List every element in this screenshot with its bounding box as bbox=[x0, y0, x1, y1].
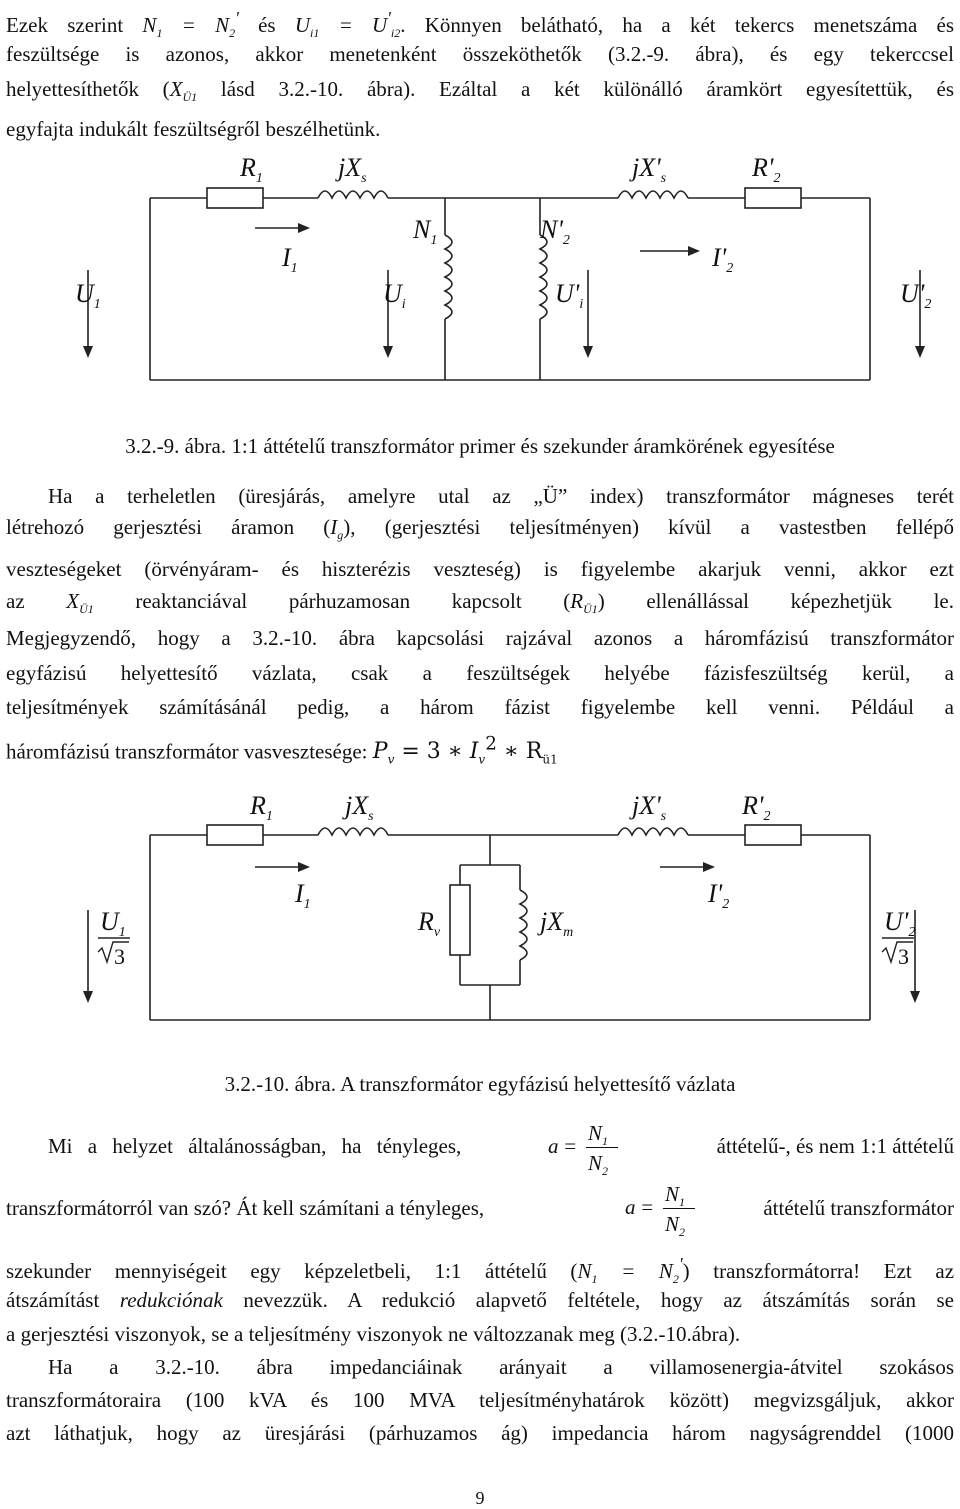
svg-text:R'2: $R'_2$ bbox=[752, 153, 781, 186]
figure-3-2-9-circuit bbox=[0, 140, 960, 415]
arrow-u2-icon bbox=[915, 346, 925, 358]
x-u1: $X_{Ü1}$ bbox=[169, 77, 198, 105]
para1-line3: helyettesíthetők ($X_{Ü1}$ lásd 3.2.-10. ábra). Ezáltal a két különálló áramkört egyesítettük, és bbox=[6, 77, 954, 105]
resistor-r1 bbox=[207, 188, 263, 208]
svg-text:jX's: $jX'_s$ bbox=[632, 791, 667, 824]
svg-text:U1: $U_1$ bbox=[75, 279, 101, 312]
arrow-i2-icon bbox=[703, 862, 715, 872]
arrow-u2-icon bbox=[910, 991, 920, 1003]
inductor-xs1 bbox=[318, 828, 388, 835]
svg-text:3: 3 bbox=[898, 944, 909, 969]
para3-line2-b: áttételű transzformátor bbox=[763, 1196, 954, 1220]
eq-n1-n2: $N_1 = N_2'$ bbox=[577, 1254, 683, 1287]
x-u1: $X_{Ü1}$ bbox=[66, 589, 94, 617]
svg-text:U'2: $U'_2$ bbox=[884, 907, 916, 940]
figure-3-2-10-circuit bbox=[0, 780, 960, 1060]
coil-n1 bbox=[445, 235, 452, 319]
formula-vasveszteseg: $P_v = 3$ ∗ $I_v^2$ ∗ $R_{ü1}$ bbox=[372, 734, 558, 767]
svg-text:Rv: $R_v$ bbox=[418, 907, 441, 940]
coil-n2 bbox=[540, 235, 547, 319]
para3-line6: Ha a 3.2.-10. ábra impedanciáinak arányait a villamosenergia-átvitel szokásos bbox=[48, 1355, 954, 1379]
para3-line5: a gerjesztési viszonyok, se a teljesítmény viszonyok ne változzanak meg (3.2.-10.ábra). bbox=[6, 1322, 741, 1346]
figure-3-2-10-caption: 3.2.-10. ábra. A transzformátor egyfázisú helyettesítő vázlata bbox=[224, 1072, 736, 1096]
para2-line8: háromfázisú transzformátor vasvesztesége: $P_v = 3$ ∗ $I_v^2$ ∗ $R_{ü1}$ bbox=[6, 734, 558, 767]
inductor-xm bbox=[520, 890, 527, 960]
svg-text:R1: $R_1$ bbox=[250, 791, 273, 824]
arrow-u1-icon bbox=[83, 991, 93, 1003]
resistor-r2 bbox=[745, 825, 801, 845]
resistor-r1 bbox=[207, 825, 263, 845]
svg-text:U'i: $U'_i$ bbox=[555, 279, 584, 312]
para3-line8: azt láthatjuk, hogy az üresjárási (párhuzamos ág) impedancia három nagyságrenddel (1000 bbox=[6, 1421, 954, 1445]
svg-text:U'2: $U'_2$ bbox=[900, 279, 932, 312]
text: . Könnyen belátható, ha a két tekercs menetszáma és bbox=[400, 13, 955, 37]
para2-line5: Megjegyzendő, hogy a 3.2.-10. ábra kapcsolási rajzával azonos a háromfázisú transzformátor bbox=[6, 626, 954, 650]
eq-n1-n2: $N_1 = N_2'$ bbox=[142, 8, 239, 41]
svg-text:N'2: $N'_2$ bbox=[540, 215, 570, 248]
svg-text:3: 3 bbox=[114, 944, 125, 969]
svg-text:I'2: $I'_2$ bbox=[708, 879, 730, 912]
inductor-xs2 bbox=[618, 828, 688, 835]
svg-text:jXm: $jX_m$ bbox=[540, 907, 574, 940]
para1-line4: egyfajta indukált feszültségről beszélhetünk. bbox=[6, 117, 381, 141]
arrow-u1-icon bbox=[83, 346, 93, 358]
arrow-ui1-icon bbox=[383, 346, 393, 358]
svg-text:jX's: $jX'_s$ bbox=[632, 153, 667, 186]
arrow-ui2-icon bbox=[583, 346, 593, 358]
para2-line4: az $X_{Ü1}$ reaktanciával párhuzamosan kapcsolt $(R_{Ü1})$ ellenállással képezhetjük le. bbox=[6, 589, 955, 617]
resistor-rv bbox=[450, 885, 470, 955]
svg-text:Ui: $U_i$ bbox=[383, 279, 406, 312]
svg-text:I1: $I_1$ bbox=[295, 879, 311, 912]
svg-text:U1: $U_1$ bbox=[100, 907, 126, 940]
para2-line1: Ha a terheletlen (üresjárás, amelyre utal az „Ü” index) transzformátor mágneses terét bbox=[48, 484, 954, 508]
arrow-i1-icon bbox=[298, 862, 310, 872]
r-u1: $R_{Ü1}$ bbox=[570, 589, 598, 617]
arrow-i2-icon bbox=[688, 246, 700, 256]
svg-text:jXs: $jX_s$ bbox=[338, 153, 367, 186]
para3-line1-b: áttételű-, és nem 1:1 áttételű bbox=[716, 1134, 954, 1158]
svg-text:I1: $I_1$ bbox=[282, 243, 298, 276]
text: Ezek szerint bbox=[6, 13, 124, 37]
arrow-i1-icon bbox=[298, 223, 310, 233]
para1-line2: feszültsége is azonos, akkor menetenként összeköthetők (3.2.-9. ábra), és egy tekerccsel bbox=[6, 42, 954, 66]
para3-line1: Mi a helyzet általánosságban, ha tényleges, bbox=[48, 1134, 462, 1158]
svg-text:R'2: $R'_2$ bbox=[742, 791, 771, 824]
svg-text:N1: $N_1$ bbox=[413, 215, 438, 248]
inductor-xs2 bbox=[618, 191, 688, 198]
para3-line2: transzformátorról van szó? Át kell számítani a tényleges, bbox=[6, 1196, 485, 1220]
para2-line2: létrehozó gerjesztési áramon $(I_g)$, (gerjesztési teljesítményen) kívül a vastestben fellépő bbox=[6, 515, 954, 543]
para3-line7: transzformátoraira (100 kVA és 100 MVA teljesítményhatárok között) megvizsgáljuk, akkor bbox=[6, 1388, 954, 1412]
svg-text:I'2: $I'_2$ bbox=[712, 243, 734, 276]
svg-text:jXs: $jX_s$ bbox=[345, 791, 374, 824]
para3-line4: átszámítást redukciónak nevezzük. A redukció alapvető feltétele, hogy az átszámítás során se bbox=[6, 1288, 954, 1312]
para1-line1 bbox=[6, 6, 954, 45]
para2-line6: egyfázisú helyettesítő vázlata, csak a feszültségek helyébe fázisfeszültség kerül, a bbox=[6, 661, 954, 685]
resistor-r2 bbox=[745, 188, 801, 208]
eq-ui1-ui2: $U_{i1} = U'_{i2}$ bbox=[294, 8, 401, 41]
text: és bbox=[258, 13, 276, 37]
i-g: $I_g$ bbox=[330, 515, 344, 543]
page-number: 9 bbox=[475, 1488, 485, 1508]
para2-line7: teljesítmények számításánál pedig, a három fázist figyelembe kell venni. Például a bbox=[6, 695, 954, 719]
para3-line3: szekunder mennyiségeit egy képzeletbeli, 1:1 áttételű $(N_1 = N_2')$ transzformátorra! Ezt az bbox=[6, 1254, 955, 1287]
svg-text:R1: $R_1$ bbox=[240, 153, 263, 186]
figure-3-2-9-caption: 3.2.-9. ábra. 1:1 áttételű transzformátor primer és szekunder áramkörének egyesítése bbox=[125, 434, 835, 458]
para2-line3: veszteségeket (örvényáram- és hiszterézis veszteség) is figyelembe akarjuk venni, akkor ezt bbox=[6, 557, 954, 581]
inductor-xs1 bbox=[318, 191, 388, 198]
